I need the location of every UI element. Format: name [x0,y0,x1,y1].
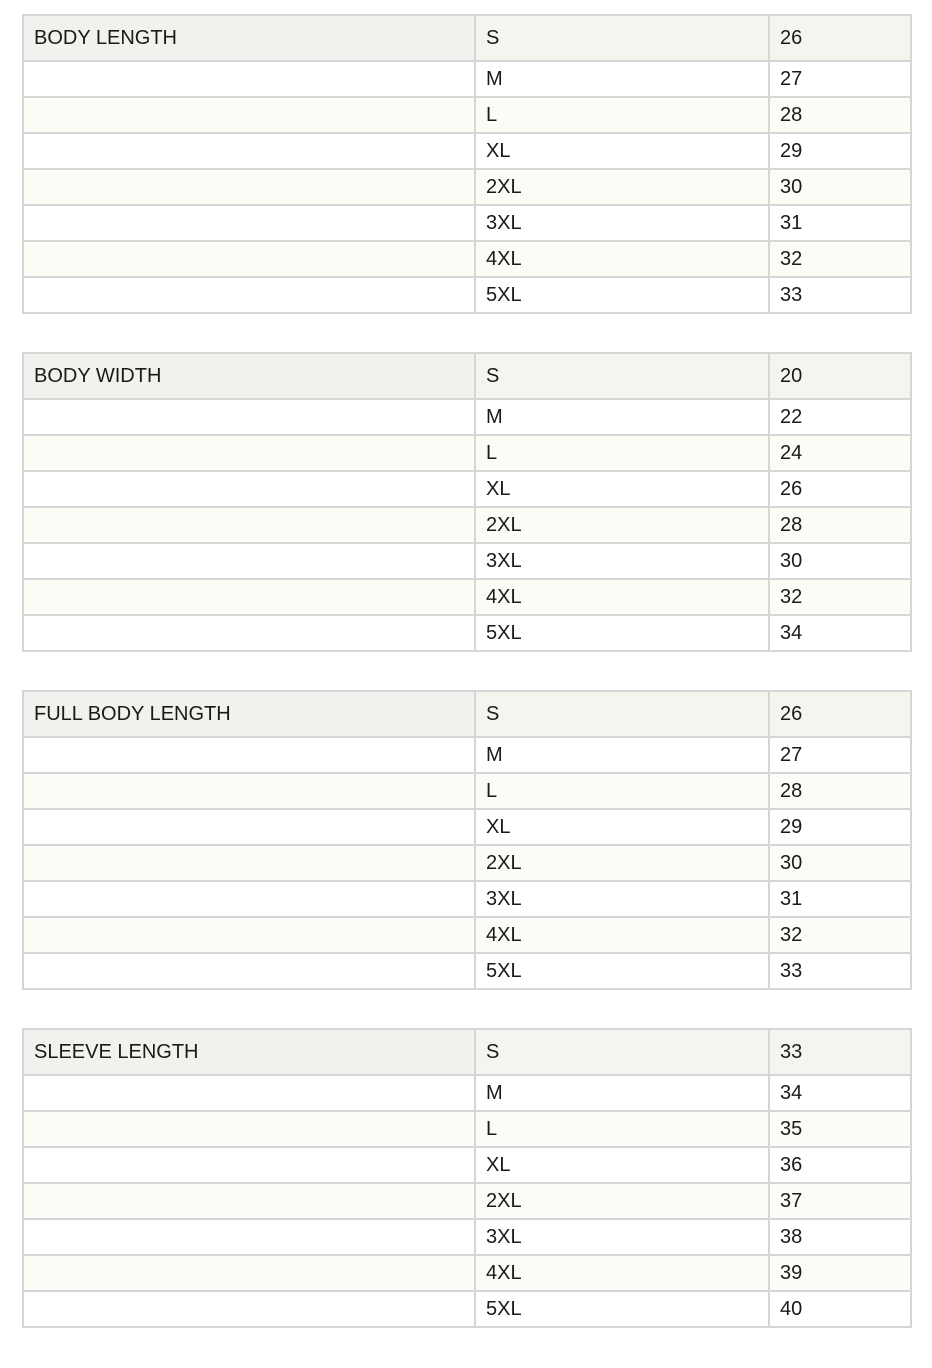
table-row [23,277,911,313]
empty-cell [23,881,475,917]
empty-cell [23,615,475,651]
empty-cell [23,435,475,471]
value-cell: 33 [769,1029,911,1075]
table-row [23,133,911,169]
table-row [23,881,911,917]
table-row [23,1029,911,1075]
table-row [23,15,911,61]
empty-cell [23,1219,475,1255]
table-row [23,737,911,773]
size-cell: 5XL [475,953,769,989]
size-cell: 5XL [475,277,769,313]
empty-cell [23,1147,475,1183]
value-cell: 30 [769,169,911,205]
measurement-label: FULL BODY LENGTH [23,691,475,737]
size-table-body-width [22,352,912,652]
size-table-full-body-length [22,690,912,990]
table-row [23,399,911,435]
empty-cell [23,543,475,579]
table-row [23,205,911,241]
table-row [23,435,911,471]
value-cell: 28 [769,97,911,133]
size-cell: 3XL [475,881,769,917]
value-cell: 34 [769,615,911,651]
size-cell: 4XL [475,1255,769,1291]
table-row [23,1183,911,1219]
size-cell: S [475,691,769,737]
table-row [23,579,911,615]
size-cell: XL [475,809,769,845]
size-cell: M [475,399,769,435]
value-cell: 26 [769,15,911,61]
table-row [23,773,911,809]
size-cell: 4XL [475,579,769,615]
empty-cell [23,205,475,241]
size-cell: S [475,353,769,399]
value-cell: 33 [769,953,911,989]
value-cell: 27 [769,737,911,773]
table-row [23,353,911,399]
table-row [23,1111,911,1147]
table-row [23,471,911,507]
table-row [23,1291,911,1327]
empty-cell [23,1291,475,1327]
size-cell: 2XL [475,507,769,543]
empty-cell [23,1075,475,1111]
value-cell: 30 [769,845,911,881]
empty-cell [23,133,475,169]
size-cell: XL [475,1147,769,1183]
size-table-sleeve-length [22,1028,912,1328]
table-row [23,615,911,651]
empty-cell [23,97,475,133]
value-cell: 30 [769,543,911,579]
empty-cell [23,845,475,881]
size-cell: M [475,737,769,773]
value-cell: 36 [769,1147,911,1183]
size-cell: L [475,97,769,133]
value-cell: 37 [769,1183,911,1219]
empty-cell [23,809,475,845]
empty-cell [23,61,475,97]
empty-cell [23,737,475,773]
table-row [23,507,911,543]
empty-cell [23,241,475,277]
empty-cell [23,169,475,205]
empty-cell [23,399,475,435]
value-cell: 34 [769,1075,911,1111]
table-row [23,61,911,97]
table-row [23,97,911,133]
size-cell: L [475,1111,769,1147]
value-cell: 22 [769,399,911,435]
empty-cell [23,507,475,543]
value-cell: 28 [769,773,911,809]
empty-cell [23,917,475,953]
empty-cell [23,1255,475,1291]
value-cell: 31 [769,205,911,241]
measurement-label: BODY LENGTH [23,15,475,61]
value-cell: 29 [769,133,911,169]
size-cell: 5XL [475,1291,769,1327]
value-cell: 39 [769,1255,911,1291]
table-row [23,543,911,579]
empty-cell [23,579,475,615]
table-row [23,1147,911,1183]
size-cell: S [475,15,769,61]
empty-cell [23,1111,475,1147]
size-cell: 4XL [475,917,769,953]
size-cell: S [475,1029,769,1075]
size-cell: M [475,1075,769,1111]
empty-cell [23,773,475,809]
value-cell: 20 [769,353,911,399]
measurement-label: BODY WIDTH [23,353,475,399]
size-cell: 3XL [475,1219,769,1255]
value-cell: 29 [769,809,911,845]
table-row [23,953,911,989]
value-cell: 28 [769,507,911,543]
value-cell: 40 [769,1291,911,1327]
size-cell: 2XL [475,845,769,881]
size-cell: 5XL [475,615,769,651]
value-cell: 27 [769,61,911,97]
table-row [23,917,911,953]
table-row [23,809,911,845]
size-cell: M [475,61,769,97]
table-row [23,1255,911,1291]
value-cell: 32 [769,579,911,615]
measurement-label: SLEEVE LENGTH [23,1029,475,1075]
value-cell: 24 [769,435,911,471]
table-row [23,1219,911,1255]
size-cell: 3XL [475,543,769,579]
size-cell: L [475,435,769,471]
value-cell: 32 [769,241,911,277]
size-table-body-length [22,14,912,314]
empty-cell [23,277,475,313]
size-cell: XL [475,133,769,169]
size-cell: 3XL [475,205,769,241]
value-cell: 35 [769,1111,911,1147]
table-row [23,845,911,881]
value-cell: 26 [769,691,911,737]
value-cell: 38 [769,1219,911,1255]
value-cell: 33 [769,277,911,313]
table-row [23,1075,911,1111]
empty-cell [23,953,475,989]
empty-cell [23,471,475,507]
size-cell: XL [475,471,769,507]
empty-cell [23,1183,475,1219]
size-cell: 4XL [475,241,769,277]
table-row [23,169,911,205]
value-cell: 26 [769,471,911,507]
table-row [23,241,911,277]
size-cell: 2XL [475,1183,769,1219]
size-cell: 2XL [475,169,769,205]
value-cell: 32 [769,917,911,953]
table-row [23,691,911,737]
size-cell: L [475,773,769,809]
value-cell: 31 [769,881,911,917]
